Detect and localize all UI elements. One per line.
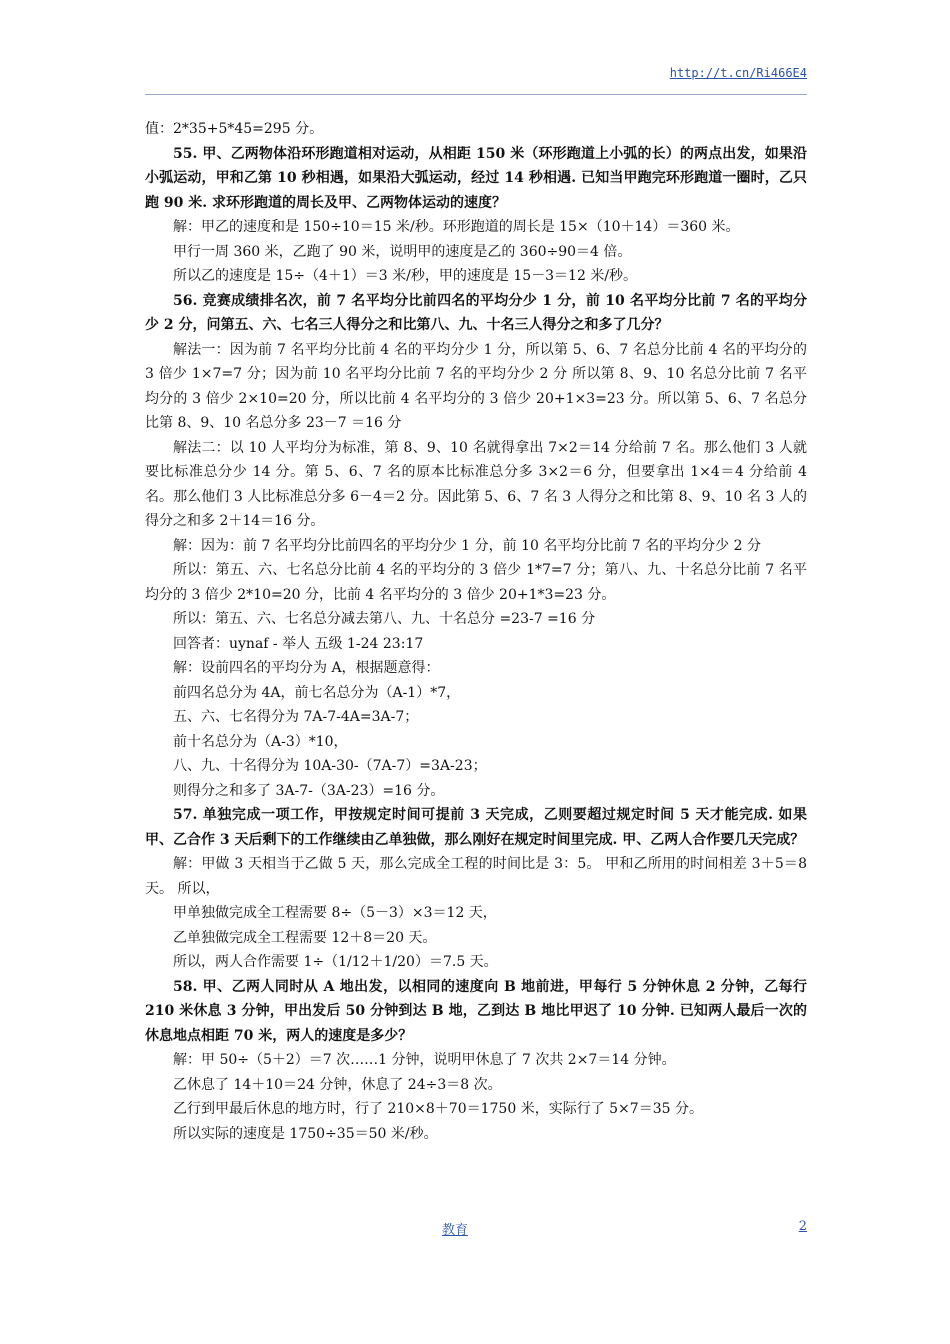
- document-body: [145, 117, 807, 1146]
- header-url-link[interactable]: http://t.cn/Ri466E4: [669, 66, 807, 80]
- answerer-line: 回答者：uynaf - 举人 五级 1-24 23:17: [173, 635, 424, 652]
- question-56: 56. 竞赛成绩排名次，前 7 名平均分比前四名的平均分少 1 分，前 10 名平均分比前 7 名的平均分少 2 分，问第五、六、七名三人得分之和比第八、九、十名三人得分之和多了几分？: [145, 292, 807, 333]
- answer-paragraph: 解法一：因为前 7 名平均分比前 4 名的平均分少 1 分，所以第 5、6、7 名总分比前 4 名的平均分的 3 倍少 1×7=7 分；因为前 10 名平均分比前 7 名的平均分少 2 分 所以第 8、9、10 名总分比前 7 名平均分的 3 倍少 2×10=20 分，所以比前 4 名平均分的 3 倍少 20+1×3=23 分。所以第 5、6、7 名总分比第 8、9、10 名总分多 23－7 ＝16 分: [145, 341, 807, 431]
- answer-line: 解：甲 50÷（5＋2）＝7 次……1 分钟，说明甲休息了 7 次共 2×7＝14 分钟。: [173, 1052, 676, 1068]
- answer-line: 五、六、七名得分为 7A-7-4A=3A-7；: [173, 709, 419, 725]
- answer-line: 乙行到甲最后休息的地方时，行了 210×8＋70＝1750 米，实际行了 5×7＝35 分。: [173, 1101, 703, 1117]
- answer-line: 八、九、十名得分为 10A-30-（7A-7）=3A-23；: [173, 758, 487, 774]
- answer-paragraph: 解：甲做 3 天相当于乙做 5 天，那么完成全工程的时间比是 3：5。 甲和乙所用的时间相差 3＋5＝8 天。 所以，: [145, 856, 807, 897]
- answer-paragraph: 解法二：以 10 人平均分为标准，第 8、9、10 名就得拿出 7×2＝14 分给前 7 名。那么他们 3 人就要比标准总分少 14 分。第 5、6、7 名的原本比标准总分多 3×2＝6 分，但要拿出 1×4＝4 分给前 4 名。那么他们 3 人比标准总分多 6－4＝2 分。因此第 5、6、7 名 3 人得分之和比第 8、9、10 名 3 人的得分之和多 2＋14＝16 分。: [145, 439, 807, 529]
- answer-line: 甲单独做完成全工程需要 8÷（5－3）×3＝12 天，: [173, 905, 497, 921]
- footer-link[interactable]: 教育: [442, 1223, 469, 1238]
- answer-line: 所以实际的速度是 1750÷35＝50 米/秒。: [173, 1125, 438, 1142]
- page-number[interactable]: 2: [798, 1219, 807, 1234]
- answer-paragraph: 解：因为：前 7 名平均分比前四名的平均分少 1 分，前 10 名平均分比前 7 名的平均分少 2 分: [173, 537, 761, 554]
- answer-line: 所以：第五、六、七名总分减去第八、九、十名总分 =23-7 =16 分: [173, 611, 596, 627]
- answer-line: 甲行一周 360 米，乙跑了 90 米，说明甲的速度是乙的 360÷90＝4 倍。: [173, 243, 632, 260]
- question-58: 58. 甲、乙两人同时从 A 地出发，以相同的速度向 B 地前进，甲每行 5 分钟休息 2 分钟，乙每行 210 米休息 3 分钟，甲出发后 50 分钟到达 B 地，乙到达 B 地比甲迟了 10 分钟. 已知两人最后一次的休息地点相距 70 米，两人的速度是多少？: [145, 978, 807, 1044]
- answer-line: 解：甲乙的速度和是 150÷10＝15 米/秒。环形跑道的周长是 15×（10＋14）＝360 米。: [173, 219, 740, 235]
- answer-line: 前十名总分为（A-3）*10，: [173, 733, 348, 750]
- answer-paragraph: 所以：第五、六、七名总分比前 4 名的平均分的 3 倍少 1*7=7 分；第八、九、十名总分比前 7 名平均分的 3 倍少 2*10=20 分，比前 4 名平均分的 3 倍少 20+1*3=23 分。: [145, 562, 807, 603]
- answer-line: 乙单独做完成全工程需要 12＋8＝20 天。: [173, 929, 437, 946]
- answer-line: 解：设前四名的平均分为 A，根据题意得：: [173, 660, 440, 676]
- answer-line: 乙休息了 14＋10＝24 分钟，休息了 24÷3＝8 次。: [173, 1076, 502, 1093]
- question-55: 55. 甲、乙两物体沿环形跑道相对运动，从相距 150 米（环形跑道上小弧的长）的两点出发，如果沿小弧运动，甲和乙第 10 秒相遇，如果沿大弧运动，经过 14 秒相遇. 已知当甲跑完环形跑道一圈时，乙只跑 90 米. 求环形跑道的周长及甲、乙两物体运动的速度？: [145, 145, 807, 211]
- header-rule: [145, 94, 807, 95]
- answer-line: 所以，两人合作需要 1÷（1/12＋1/20）＝7.5 天。: [173, 954, 498, 970]
- answer-line: 所以乙的速度是 15÷（4＋1）＝3 米/秒，甲的速度是 15－3＝12 米/秒。: [173, 268, 638, 284]
- answer-line: 前四名总分为 4A，前七名总分为（A-1）*7，: [173, 684, 461, 701]
- paragraph-continuation: 值：2*35+5*45=295 分。: [145, 121, 324, 137]
- question-57: 57. 单独完成一项工作，甲按规定时间可提前 3 天完成，乙则要超过规定时间 5 天才能完成. 如果甲、乙合作 3 天后剩下的工作继续由乙单独做，那么刚好在规定时间里完成. 甲、乙两人合作要几天完成？: [145, 807, 807, 848]
- answer-line: 则得分之和多了 3A-7-（3A-23）=16 分。: [173, 782, 445, 799]
